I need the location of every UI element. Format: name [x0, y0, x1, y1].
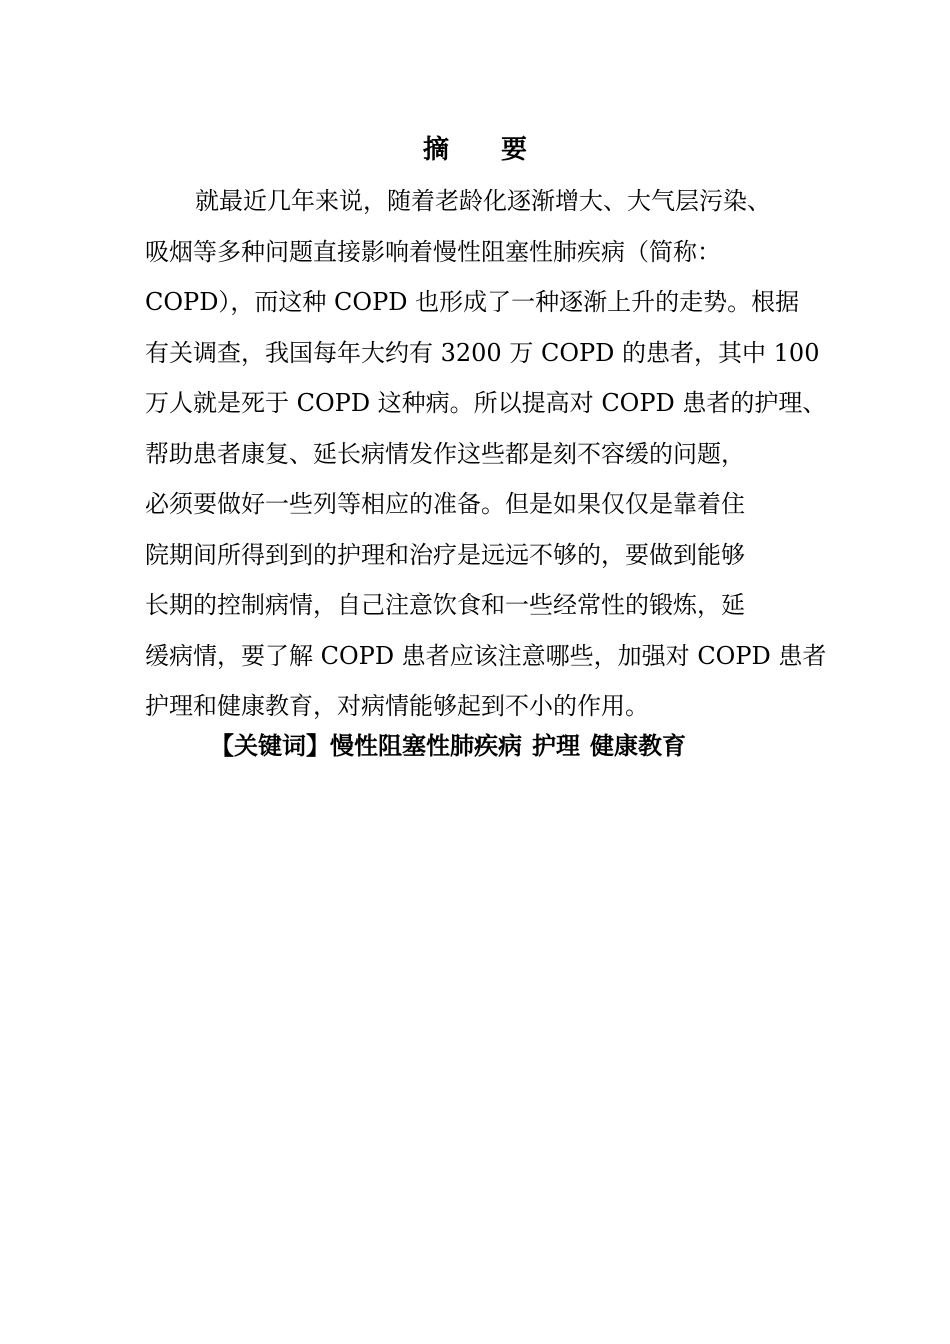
keyword-item: 健康教育 [590, 732, 686, 760]
keywords-label: 【关键词】 [210, 732, 330, 760]
abstract-line: 帮助患者康复、延长病情发作这些都是刻不容缓的问题， [145, 439, 745, 468]
keyword-item: 慢性阻塞性肺疾病 [330, 732, 522, 760]
abstract-line: 护理和健康教育，对病情能够起到不小的作用。 [145, 692, 649, 720]
abstract-line: COPD），而这种 COPD 也形成了一种逐渐上升的走势。根据 [145, 288, 800, 316]
abstract-title [0, 130, 950, 170]
abstract-body [145, 176, 827, 732]
abstract-line: 长期的控制病情，自己注意饮食和一些经常性的锻炼，延 [145, 591, 745, 619]
abstract-line: 缓病情，要了解 COPD 患者应该注意哪些，加强对 COPD 患者 [145, 641, 827, 670]
abstract-line: 万人就是死于 COPD 这种病。所以提高对 COPD 患者的护理、 [145, 389, 827, 417]
abstract-line: 院期间所得到到的护理和治疗是远远不够的，要做到能够 [145, 540, 745, 569]
abstract-line: 必须要做好一些列等相应的准备。但是如果仅仅是靠着住 [145, 490, 745, 518]
abstract-line: 有关调查，我国每年大约有 3200 万 COPD 的患者，其中 100 [145, 338, 820, 367]
keyword-item: 护理 [532, 732, 580, 760]
abstract-line: 就最近几年来说，随着老龄化逐渐增大、大气层污染、 [195, 187, 771, 215]
abstract-title-char-1: 摘 [422, 135, 449, 165]
keywords-line [210, 726, 686, 766]
abstract-title-char-2: 要 [501, 135, 528, 165]
abstract-line: 吸烟等多种问题直接影响着慢性阻塞性肺疾病（简称： [145, 237, 721, 266]
